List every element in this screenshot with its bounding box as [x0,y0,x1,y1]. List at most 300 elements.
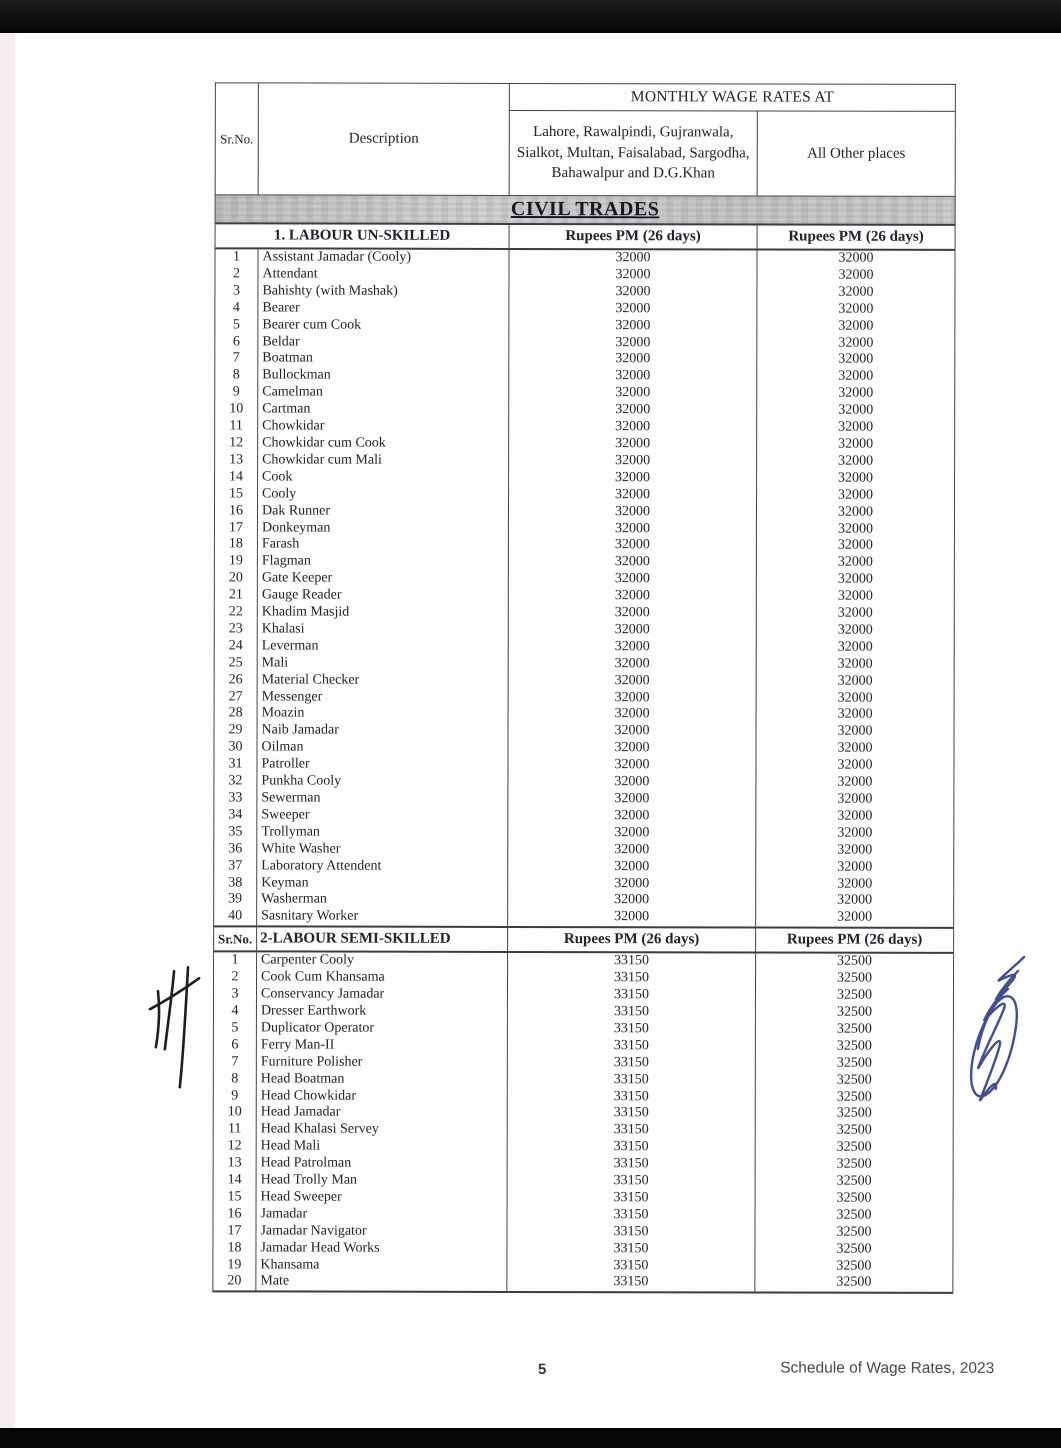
table-row [214,706,954,724]
row-wage-major-cities: 32000 [509,487,757,504]
row-description: Washerman [257,892,508,909]
footer-document-title: Schedule of Wage Rates, 2023 [780,1359,995,1377]
signature-ink-icon [958,949,1040,1129]
header-sr-no: Sr.No. [215,83,258,195]
table-row [215,486,955,504]
row-wage-major-cities: 32000 [509,419,757,436]
row-description: Bahishty (with Mashak) [258,283,509,300]
table-row [215,452,955,470]
header-region-other-places: All Other places [757,111,955,196]
row-wage-other-places: 32000 [756,910,954,928]
table-row [215,248,955,267]
table-row [214,537,954,555]
table-row [214,520,954,538]
row-sr-no: 4 [215,300,258,317]
row-sr-no: 7 [215,351,258,368]
row-description: Cook Cum Khansama [257,970,508,987]
row-wage-other-places: 32000 [756,893,954,910]
table-row [214,638,954,656]
row-sr-no: 17 [213,1223,256,1240]
table-header-row-1 [215,83,955,112]
row-wage-major-cities: 33150 [507,987,755,1004]
row-sr-no: 31 [214,757,257,774]
row-wage-major-cities: 33150 [507,1055,755,1072]
row-wage-major-cities: 32000 [508,622,756,639]
table-row [214,655,954,673]
table-row [213,1240,953,1258]
row-wage-other-places: 32500 [755,1123,953,1140]
table-row [213,1088,953,1106]
table-row [213,1155,953,1173]
civil-trades-band [215,195,955,225]
row-wage-major-cities: 32000 [509,436,757,453]
row-wage-other-places: 32000 [756,639,954,656]
row-description: Sasnitary Worker [257,909,508,927]
row-wage-other-places: 32000 [756,791,954,808]
wage-rates-table [212,82,956,1294]
section-2-sr-label: Sr.No. [214,927,257,952]
row-sr-no: 20 [214,571,257,588]
row-sr-no: 30 [214,740,257,757]
row-wage-other-places: 32500 [755,1055,953,1072]
table-row [213,1172,953,1190]
row-sr-no: 27 [214,689,257,706]
row-sr-no: 24 [214,638,257,655]
table-row [214,554,954,572]
row-description: Boatman [258,351,509,368]
table-row [214,841,954,859]
row-wage-major-cities: 33150 [507,1139,755,1156]
row-wage-other-places: 32000 [757,318,955,335]
row-description: Carpenter Cooly [257,952,508,970]
row-description: Camelman [258,385,509,402]
row-wage-major-cities: 32000 [508,808,756,825]
row-description: Cook [258,469,509,486]
table-row [214,790,954,808]
section-1-unit-other-places: Rupees PM (26 days) [757,224,955,249]
row-wage-other-places: 32500 [755,1258,953,1275]
table-row [215,368,955,386]
row-wage-major-cities: 33150 [507,1021,755,1038]
table-row [214,892,954,910]
row-wage-major-cities: 33150 [508,952,756,970]
row-sr-no: 8 [215,368,258,385]
section-2-title: 2-LABOUR SEMI-SKILLED [257,927,508,953]
scan-artifact-bottom-bar [0,1428,1061,1448]
row-description: Head Khalasi Servey [256,1122,507,1139]
row-wage-other-places: 32000 [757,470,955,487]
table-row [215,385,955,403]
row-sr-no: 3 [215,283,258,300]
row-description: Mate [256,1274,507,1292]
row-wage-other-places: 32000 [756,605,954,622]
table-row [213,1206,953,1224]
row-description: Bearer cum Cook [258,317,509,334]
table-row [214,952,954,971]
table-row [214,723,954,741]
row-sr-no: 37 [214,858,257,875]
row-wage-major-cities: 32000 [508,842,756,859]
row-description: Dresser Earthwork [256,1003,507,1020]
row-sr-no: 15 [213,1189,256,1206]
row-wage-other-places: 32500 [755,1004,953,1021]
row-wage-other-places: 32000 [756,842,954,859]
row-wage-major-cities: 32000 [508,554,756,571]
table-row [214,672,954,690]
table-row [214,824,954,842]
row-sr-no: 10 [215,401,258,418]
row-sr-no: 11 [215,418,258,435]
row-sr-no: 12 [215,435,258,452]
table-row [215,435,955,453]
row-wage-other-places: 32000 [757,386,955,403]
row-description: Jamadar Navigator [256,1223,507,1240]
header-description: Description [258,83,509,196]
row-wage-other-places: 32000 [756,538,954,555]
row-wage-other-places: 32000 [757,436,955,453]
row-description: Ferry Man-II [256,1037,507,1054]
row-wage-other-places: 32500 [755,1241,953,1258]
table-row [215,469,955,487]
row-wage-major-cities: 32000 [508,588,756,605]
row-sr-no: 25 [214,655,257,672]
row-sr-no: 35 [214,824,257,841]
row-wage-major-cities: 33150 [507,1072,755,1089]
table-row [214,858,954,876]
row-description: Patroller [257,757,508,774]
row-wage-major-cities: 32000 [508,774,756,791]
row-wage-other-places: 32000 [757,352,955,369]
row-sr-no: 10 [213,1105,256,1122]
row-wage-major-cities: 32000 [508,520,756,537]
row-description: Jamadar Head Works [256,1240,507,1257]
table-row [215,300,955,318]
row-description: Farash [257,537,508,554]
row-wage-major-cities: 33150 [507,1173,755,1190]
row-wage-major-cities: 32000 [509,368,757,385]
header-region-major-cities: Lahore, Rawalpindi, Gujranwala, Sialkot, Multan, Faisalabad, Sargodha, Bahawalpur and D.G.Khan [509,110,757,196]
table-row [213,1054,953,1072]
row-description: Gauge Reader [257,588,508,605]
row-description: Moazin [257,706,508,723]
row-wage-major-cities: 32000 [508,875,756,892]
footer-page-number: 5 [538,1361,547,1379]
row-description: Punkha Cooly [257,774,508,791]
row-description: Head Patrolman [256,1156,507,1173]
row-sr-no: 18 [213,1240,256,1257]
row-sr-no: 28 [214,706,257,723]
row-description: Keyman [257,875,508,892]
row-description: Attendant [258,266,509,283]
row-wage-other-places: 32500 [755,1089,953,1106]
table-row [215,418,955,436]
scan-artifact-top-bar [0,0,1061,33]
table-row [214,807,954,825]
table-row [213,1003,953,1021]
row-wage-major-cities: 32000 [508,571,756,588]
row-wage-other-places: 32000 [757,249,955,267]
row-wage-major-cities: 33150 [507,1224,755,1241]
row-wage-major-cities: 33150 [507,1122,755,1139]
row-sr-no: 22 [214,604,257,621]
handwritten-initials-mark [143,957,215,1107]
row-description: Khadim Masjid [257,604,508,621]
table-row [214,909,954,928]
section-1-header-row [215,223,955,250]
row-sr-no: 7 [213,1054,256,1071]
row-wage-major-cities: 32000 [508,656,756,673]
table-row [213,986,953,1004]
row-wage-major-cities: 32000 [508,690,756,707]
table-row [213,1020,953,1038]
row-wage-other-places: 32000 [756,707,954,724]
row-wage-other-places: 32000 [756,758,954,775]
row-description: Chowkidar cum Cook [258,435,509,452]
table-row [214,503,954,521]
row-wage-major-cities: 32000 [508,605,756,622]
row-sr-no: 4 [213,1003,256,1020]
row-wage-major-cities: 33150 [507,1105,755,1122]
table-row [213,1189,953,1207]
table-row [213,1037,953,1055]
table-row [214,571,954,589]
row-wage-major-cities: 32000 [509,284,757,301]
table-row [213,1274,953,1293]
row-description: Bearer [258,300,509,317]
row-wage-other-places: 32500 [756,953,954,971]
row-wage-major-cities: 32000 [508,791,756,808]
section-2-unit-major-cities: Rupees PM (26 days) [508,927,756,953]
row-description: Head Mali [256,1139,507,1156]
row-wage-major-cities: 32000 [509,318,757,335]
row-wage-major-cities: 33150 [507,1274,755,1292]
row-wage-major-cities: 33150 [507,1258,755,1275]
table-row [215,283,955,301]
row-wage-major-cities: 32000 [509,351,757,368]
table-row [214,969,954,987]
row-wage-other-places: 32500 [755,1224,953,1241]
row-description: Sewerman [257,790,508,807]
row-sr-no: 19 [213,1257,256,1274]
row-description: Chowkidar cum Mali [258,452,509,469]
row-sr-no: 16 [213,1206,256,1223]
row-description: Head Jamadar [256,1105,507,1122]
row-wage-other-places: 32000 [756,589,954,606]
row-wage-other-places: 32000 [757,453,955,470]
row-wage-major-cities: 32000 [509,267,757,284]
row-description: Gate Keeper [257,571,508,588]
table-row [214,875,954,893]
table-row [215,266,955,284]
row-wage-major-cities: 33150 [507,1190,755,1207]
row-wage-other-places: 32000 [757,487,955,504]
row-wage-major-cities: 32000 [508,892,756,909]
row-wage-other-places: 32000 [756,808,954,825]
row-sr-no: 21 [214,587,257,604]
row-sr-no: 12 [213,1139,256,1156]
row-description: Dak Runner [257,503,508,520]
row-sr-no: 1 [215,248,258,266]
table-row [213,1105,953,1123]
row-wage-major-cities: 32000 [508,504,756,521]
table-row [214,757,954,775]
row-description: Naib Jamadar [257,723,508,740]
row-description: Khalasi [257,621,508,638]
row-wage-major-cities: 33150 [507,1241,755,1258]
row-description: Chowkidar [258,418,509,435]
row-wage-other-places: 32000 [756,656,954,673]
row-sr-no: 39 [214,892,257,909]
section-1-unit-major-cities: Rupees PM (26 days) [509,224,757,250]
table-row [215,317,955,335]
row-description: Head Boatman [256,1071,507,1088]
row-description: Jamadar [256,1206,507,1223]
row-wage-other-places: 32000 [756,775,954,792]
row-sr-no: 33 [214,790,257,807]
row-wage-other-places: 32500 [755,1072,953,1089]
row-wage-major-cities: 32000 [508,740,756,757]
row-description: Beldar [258,334,509,351]
row-wage-major-cities: 32000 [508,639,756,656]
row-wage-other-places: 32000 [756,521,954,538]
table-row [213,1223,953,1241]
row-wage-other-places: 32000 [757,335,955,352]
row-wage-other-places: 32000 [756,504,954,521]
row-wage-other-places: 32000 [756,876,954,893]
row-wage-other-places: 32000 [756,741,954,758]
section-2-unit-other-places: Rupees PM (26 days) [756,928,954,953]
row-wage-other-places: 32500 [755,1157,953,1174]
row-description: Assistant Jamadar (Cooly) [258,248,509,266]
row-wage-major-cities: 32000 [508,706,756,723]
row-sr-no: 19 [214,554,257,571]
row-wage-major-cities: 32000 [508,723,756,740]
row-wage-other-places: 32000 [756,825,954,842]
row-description: Flagman [257,554,508,571]
row-wage-major-cities: 32000 [509,249,757,267]
row-sr-no: 5 [215,317,258,334]
row-description: Duplicator Operator [256,1020,507,1037]
row-description: Cooly [258,486,509,503]
ink-signature [958,949,1040,1134]
row-wage-major-cities: 33150 [507,1004,755,1021]
row-wage-major-cities: 32000 [509,301,757,318]
row-sr-no: 6 [215,334,258,351]
section-1-title: 1. LABOUR UN-SKILLED [215,223,509,249]
row-wage-other-places: 32000 [757,301,955,318]
row-description: Leverman [257,638,508,655]
row-sr-no: 26 [214,672,257,689]
row-wage-major-cities: 32000 [509,334,757,351]
row-sr-no: 16 [214,503,257,520]
table-row [214,740,954,758]
row-sr-no: 6 [213,1037,256,1054]
row-wage-major-cities: 33150 [507,1038,755,1055]
row-sr-no: 8 [213,1071,256,1088]
row-sr-no: 13 [215,452,258,469]
row-wage-other-places: 32500 [755,1207,953,1224]
row-sr-no: 18 [214,537,257,554]
row-wage-other-places: 32000 [756,572,954,589]
row-wage-other-places: 32500 [755,1275,953,1293]
row-description: Material Checker [257,672,508,689]
table-row [214,773,954,791]
row-sr-no: 9 [213,1088,256,1105]
row-wage-other-places: 32500 [755,1038,953,1055]
row-sr-no: 36 [214,841,257,858]
row-wage-other-places: 32500 [755,1021,953,1038]
row-wage-major-cities: 32000 [509,402,757,419]
unskilled-rows [214,248,955,928]
row-sr-no: 40 [214,909,257,927]
row-wage-major-cities: 32000 [509,453,757,470]
row-wage-major-cities: 32000 [508,673,756,690]
initials-ink-icon [143,957,215,1102]
row-wage-other-places: 32000 [757,369,955,386]
row-description: Trollyman [257,824,508,841]
table-row [214,689,954,707]
row-sr-no: 3 [213,986,256,1003]
row-wage-other-places: 32500 [755,988,953,1005]
row-description: Sweeper [257,807,508,824]
row-sr-no: 15 [215,486,258,503]
row-description: Oilman [257,740,508,757]
row-sr-no: 20 [213,1274,256,1292]
row-description: Conservancy Jamadar [256,986,507,1003]
row-description: Mali [257,655,508,672]
row-description: Khansama [256,1257,507,1274]
row-sr-no: 9 [215,385,258,402]
row-wage-major-cities: 32000 [508,825,756,842]
row-description: Cartman [258,402,509,419]
table-row [214,587,954,605]
semiskilled-rows [213,952,954,1294]
row-description: White Washer [257,841,508,858]
row-wage-major-cities: 32000 [508,909,756,927]
row-wage-other-places: 32000 [757,267,955,284]
row-description: Bullockman [258,368,509,385]
row-sr-no: 14 [215,469,258,486]
row-wage-other-places: 32000 [756,555,954,572]
row-sr-no: 11 [213,1122,256,1139]
table-row [213,1139,953,1157]
row-sr-no: 23 [214,621,257,638]
row-wage-other-places: 32000 [757,403,955,420]
row-sr-no: 38 [214,875,257,892]
row-wage-other-places: 32500 [756,971,954,988]
row-wage-major-cities: 33150 [507,1088,755,1105]
row-wage-other-places: 32000 [756,690,954,707]
table-row [213,1122,953,1140]
row-description: Laboratory Attendent [257,858,508,875]
table-row [215,334,955,352]
header-monthly-wage-rates: MONTHLY WAGE RATES AT [509,83,955,111]
table-row [214,621,954,639]
row-wage-major-cities: 32000 [508,757,756,774]
row-wage-other-places: 32500 [755,1190,953,1207]
row-sr-no: 1 [214,952,257,970]
row-wage-other-places: 32500 [755,1106,953,1123]
row-wage-major-cities: 33150 [507,1207,755,1224]
row-description: Head Trolly Man [256,1172,507,1189]
table-row [213,1071,953,1089]
row-sr-no: 13 [213,1155,256,1172]
row-wage-other-places: 32500 [755,1173,953,1190]
row-description: Messenger [257,689,508,706]
row-description: Head Sweeper [256,1189,507,1206]
row-sr-no: 5 [213,1020,256,1037]
row-sr-no: 29 [214,723,257,740]
